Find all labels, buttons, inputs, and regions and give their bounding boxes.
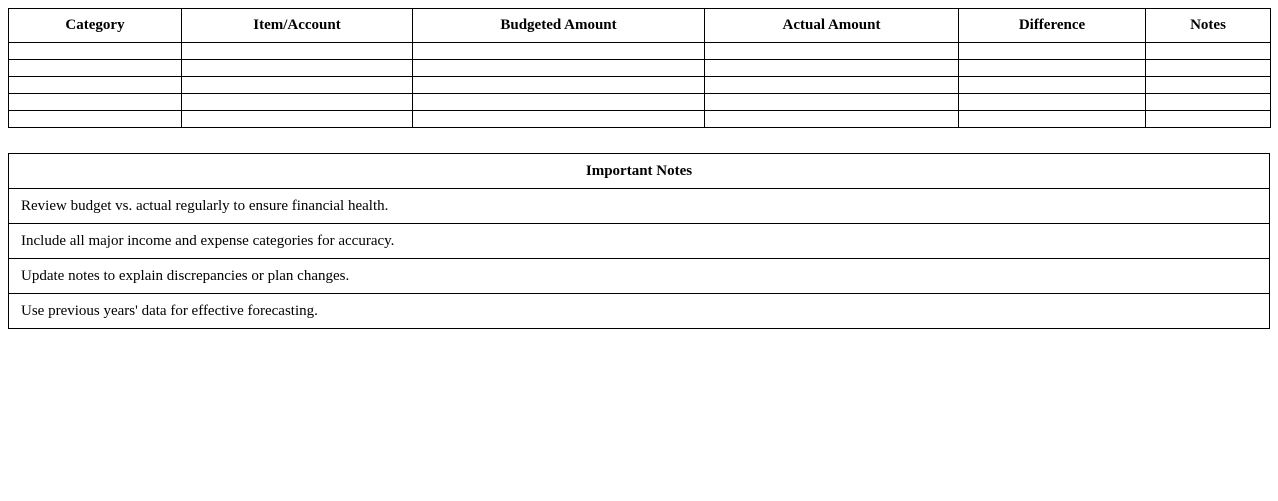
table-cell[interactable] [9,94,182,111]
table-cell[interactable] [182,111,413,128]
table-cell[interactable] [959,43,1146,60]
table-cell[interactable] [959,77,1146,94]
list-item [9,224,1270,259]
list-item [9,294,1270,329]
table-cell[interactable] [1146,94,1271,111]
table-cell[interactable] [959,94,1146,111]
table-cell[interactable] [705,111,959,128]
list-item [9,189,1270,224]
header-actual-amount: Actual Amount [705,9,959,43]
table-cell[interactable] [413,60,705,77]
table-cell[interactable] [705,60,959,77]
table-cell[interactable] [705,77,959,94]
table-cell[interactable] [9,111,182,128]
table-cell[interactable] [413,94,705,111]
list-item [9,259,1270,294]
table-cell[interactable] [413,111,705,128]
header-category: Category [9,9,182,43]
table-cell[interactable] [9,43,182,60]
note-text: Review budget vs. actual regularly to ensure financial health. [9,189,1270,224]
important-notes-title: Important Notes [9,154,1270,189]
table-cell[interactable] [182,60,413,77]
table-row [9,43,1271,60]
table-cell[interactable] [1146,77,1271,94]
table-row [9,111,1271,128]
table-cell[interactable] [705,94,959,111]
header-notes: Notes [1146,9,1271,43]
table-cell[interactable] [413,43,705,60]
table-cell[interactable] [959,60,1146,77]
table-cell[interactable] [705,43,959,60]
table-cell[interactable] [9,77,182,94]
table-row [9,94,1271,111]
table-row [9,60,1271,77]
note-text: Use previous years' data for effective forecasting. [9,294,1270,329]
header-item-account: Item/Account [182,9,413,43]
budget-table [8,8,1271,128]
table-row [9,77,1271,94]
table-cell[interactable] [9,60,182,77]
header-difference: Difference [959,9,1146,43]
table-header-row [9,9,1271,43]
table-cell[interactable] [1146,111,1271,128]
note-text: Include all major income and expense categories for accuracy. [9,224,1270,259]
table-cell[interactable] [182,94,413,111]
table-cell[interactable] [182,77,413,94]
notes-header-row [9,154,1270,189]
note-text: Update notes to explain discrepancies or plan changes. [9,259,1270,294]
important-notes-table [8,153,1270,329]
table-cell[interactable] [1146,60,1271,77]
table-cell[interactable] [413,77,705,94]
table-cell[interactable] [182,43,413,60]
table-cell[interactable] [959,111,1146,128]
table-cell[interactable] [1146,43,1271,60]
header-budgeted-amount: Budgeted Amount [413,9,705,43]
